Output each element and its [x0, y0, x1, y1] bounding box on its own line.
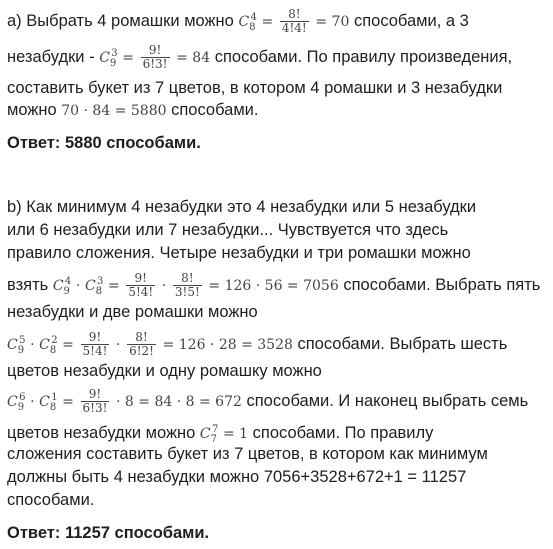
part-b-line-7: цветов незабудки и одну ромашку можно — [7, 362, 322, 380]
part-a-line-2 — [7, 44, 512, 74]
text: цветов незабудки можно — [7, 424, 196, 442]
part-a-line-1 — [7, 8, 469, 38]
combination-c8-4: $C_8^4$ — [238, 12, 257, 33]
part-b-line-4 — [7, 272, 540, 302]
combination-c8-1: $C_8^1$ — [39, 392, 58, 413]
text: незабудки - — [7, 48, 95, 66]
text: способами. Выбрать шесть — [297, 335, 508, 353]
text: а) Выбрать 4 ромашки можно — [7, 12, 234, 30]
dot-operator: · — [161, 278, 167, 294]
result: = 1 — [222, 426, 249, 442]
part-b-line-8 — [7, 388, 528, 418]
combination-c9-6: $C_9^6$ — [7, 392, 26, 413]
fraction: $\frac{8!}{4!4!}$ — [281, 7, 307, 36]
equals-sign: = — [122, 50, 134, 66]
dot-operator: · — [30, 394, 35, 410]
part-b-line-6 — [7, 331, 507, 361]
fraction: $\frac{9!}{5!4!}$ — [82, 330, 108, 359]
text: способами, а 3 — [353, 12, 469, 30]
part-a-line-4 — [7, 100, 258, 121]
text: способами. По правилу произведения, — [214, 48, 513, 66]
equals-sign: = — [108, 278, 120, 294]
part-b-line-2: или 6 незабудки или 7 незабудки... Чувствуется что здесь — [7, 221, 449, 239]
text: способами. — [171, 101, 259, 119]
fraction: $\frac{9!}{6!3!}$ — [142, 43, 168, 72]
part-b-line-10: сложения составить букет из 7 цветов, в котором как минимум — [7, 445, 488, 463]
result: = 84 — [176, 50, 211, 66]
combination-c8-2: $C_8^2$ — [39, 335, 58, 356]
part-a-line-3: составить букет из 7 цветов, в котором 4 ромашки и 3 незабудки — [7, 79, 503, 97]
product-expression: 70 · 84 = 5880 — [61, 103, 167, 119]
part-b-line-5: незабудки и две ромашки можно — [7, 303, 258, 321]
fraction: $\frac{9!}{6!3!}$ — [82, 387, 108, 416]
fraction: $\frac{8!}{6!2!}$ — [129, 330, 154, 359]
answer-a: Ответ: 5880 способами. — [7, 134, 201, 152]
result: · 8 = 84 · 8 = 672 — [116, 394, 242, 410]
dot-operator: · — [75, 278, 81, 294]
combination-c8-3: $C_8^3$ — [84, 276, 104, 297]
text: можно — [7, 101, 57, 119]
dot-operator: · — [30, 337, 35, 353]
result: = 126 · 56 = 7056 — [208, 278, 339, 294]
text: способами. И наконец выбрать семь — [246, 392, 529, 410]
part-b-line-3: правило сложения. Четыре незабудки и три ромашки можно — [7, 244, 471, 262]
dot-operator: · — [116, 337, 121, 353]
answer-b: Ответ: 11257 способами. — [7, 524, 210, 542]
result: = 70 — [315, 14, 350, 30]
text: взять — [7, 276, 49, 294]
equals-sign: = — [62, 394, 74, 410]
equals-sign: = — [261, 14, 274, 30]
fraction: $\frac{8!}{3!5!}$ — [174, 271, 200, 300]
part-b-line-1: b) Как минимум 4 незабудки это 4 незабудки или 5 незабудки — [7, 198, 477, 216]
fraction: $\frac{9!}{5!4!}$ — [128, 271, 154, 300]
combination-c9-5: $C_9^5$ — [7, 335, 26, 356]
text: способами. По правилу — [252, 424, 434, 442]
result: = 126 · 28 = 3528 — [162, 337, 293, 353]
part-b-line-11: должны быть 4 незабудки можно 7056+3528+672+1 = 11257 — [7, 468, 467, 486]
combination-c7-7: $C_7^7$ — [199, 424, 219, 445]
equals-sign: = — [62, 337, 74, 353]
combination-c9-4: $C_9^4$ — [52, 276, 72, 297]
text: способами. Выбрать пять — [343, 276, 541, 294]
combination-c9-3: $C_9^3$ — [99, 48, 118, 69]
part-b-line-12: способами. — [7, 491, 95, 509]
